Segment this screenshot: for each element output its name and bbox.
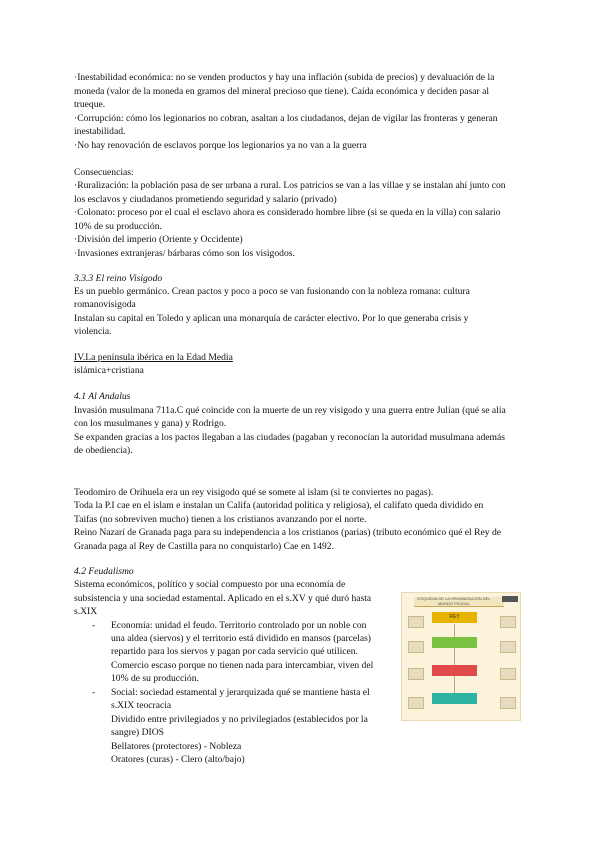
logo-icon bbox=[502, 596, 518, 602]
rey-box: REY bbox=[432, 612, 477, 623]
text-line: Teodomiro de Orihuela era un rey visigodo qué se somete al islam (si te conviertes no pagas). bbox=[74, 487, 434, 498]
text-line: romanovisigoda bbox=[74, 299, 136, 310]
figure-small-box bbox=[500, 697, 516, 709]
text-line: Granada paga al Rey de Castilla para no conquistarlo) Cae en 1492. bbox=[74, 541, 335, 552]
bullet-text: Dividido entre privilegiados y no privilegiados (establecidos por la bbox=[111, 714, 368, 725]
bullet-text: s.XIX teocracia bbox=[111, 700, 172, 711]
text-line: Taifas (no sobreviven mucho) tienen a los cristianos avanzando por el norte. bbox=[74, 514, 367, 525]
text-line: ·División del imperio (Oriente y Occidente) bbox=[74, 234, 243, 245]
figure-small-box bbox=[408, 668, 424, 680]
text-line: inestabilidad. bbox=[74, 126, 126, 137]
figure-header bbox=[414, 597, 504, 607]
bullet-text: Oratores (curas) - Clero (alto/bajo) bbox=[111, 754, 245, 765]
bullet-text: Social: sociedad estamental y jerarquizada qué se mantiene hasta el bbox=[111, 687, 370, 698]
text-line: violencia. bbox=[74, 326, 112, 337]
text-line: s.XIX bbox=[74, 606, 98, 617]
bullet-mark: - bbox=[92, 687, 96, 698]
heading-al-andalus: 4.1 Al Andalus bbox=[74, 391, 131, 402]
bullet-text: una aldea (siervos) y el territorio está dividido en mansos (parcelas) bbox=[111, 633, 372, 644]
text-line: trueque. bbox=[74, 99, 106, 110]
text-line: islámica+cristiana bbox=[74, 365, 144, 376]
bullet-text: Economía: unidad el feudo. Territorio controlado por un noble con bbox=[111, 620, 367, 631]
feudal-scheme-image bbox=[401, 592, 521, 721]
peasants-box bbox=[432, 693, 477, 704]
text-line: Instalan su capital en Toledo y aplican una monarquía de carácter electivo. Por lo que generaba crisis y bbox=[74, 313, 469, 324]
text-line: ·Colonato: proceso por el cual el esclavo ahora es considerado hombre libre (si se queda en la villa) con salario bbox=[74, 207, 501, 218]
text-line: Reino Nazarí de Granada paga para su independencia a los cristianos (parias) (tributo económico qué el Rey de bbox=[74, 527, 502, 538]
heading-feudalismo: 4.2 Feudalismo bbox=[74, 566, 134, 577]
section-label: Consecuencias: bbox=[74, 167, 134, 178]
text-line: moneda (valor de la moneda en gramos del mineral precioso que tiene). Caída económica y deciden pasar al bbox=[74, 86, 490, 97]
text-line: ·No hay renovación de esclavos porque los legionarios ya no van a la guerra bbox=[74, 140, 367, 151]
text-line: Toda la P.I cae en el islam e instalan un Califa (autoridad política y religiosa), el califato queda dividido en bbox=[74, 500, 484, 511]
bullet-text: sangre) DIOS bbox=[111, 727, 165, 738]
heading-visigodo: 3.3.3 El reino Visigodo bbox=[74, 273, 163, 284]
text-line: Es un pueblo germánico. Crean pactos y poco a poco se van fusionando con la nobleza romana: cultura bbox=[74, 286, 470, 297]
heading-edad-media: IV.La península ibérica en la Edad Media bbox=[74, 352, 233, 363]
text-line: 10% de su producción. bbox=[74, 221, 162, 232]
nobility-box bbox=[432, 637, 477, 648]
text-line: Invasión musulmana 711a.C qué coincide con la muerte de un rey visigodo y una guerra entre Julian (qué se alía bbox=[74, 405, 506, 416]
text-line: de obediencia). bbox=[74, 445, 133, 456]
figure-small-box bbox=[408, 616, 424, 628]
figure-small-box bbox=[500, 641, 516, 653]
bullet-text: repartido para los siervos y pagan por cada servicio qué utilicen. bbox=[111, 646, 358, 657]
figure-connector bbox=[454, 624, 455, 704]
figure-small-box bbox=[500, 616, 516, 628]
text-line: ·Ruralización: la población pasa de ser urbana a rural. Los patricios se van a las villae y se instalan ahí junto con bbox=[74, 180, 506, 191]
text-line: Se expanden gracias a los pactos llegaban a las ciudades (pagaban y reconocían la autoridad musulmana además bbox=[74, 432, 506, 443]
bullet-text: 10% de su producción. bbox=[111, 673, 199, 684]
text-line: los esclavos y ciudadanos prometiendo seguridad y salario (privado) bbox=[74, 194, 337, 205]
bullet-text: Comercio escaso porque no tienen nada para intercambiar, viven del bbox=[111, 660, 374, 671]
text-line: ·Corrupción: cómo los legionarios no cobran, asaltan a los ciudadanos, dejan de vigilar las fronteras y generan bbox=[74, 113, 498, 124]
figure-small-box bbox=[408, 641, 424, 653]
text-line: con los musulmanes y gana) y Rodrigo. bbox=[74, 418, 227, 429]
text-line: Sistema económicos, político y social compuesto por una economía de bbox=[74, 579, 346, 590]
bullet-mark: - bbox=[92, 620, 96, 631]
text-line: subsistencia y una sociedad estamental. Aplicado en el s.XV y qué duró hasta bbox=[74, 593, 372, 604]
figure-small-box bbox=[408, 697, 424, 709]
bullet-text: Bellatores (protectores) - Nobleza bbox=[111, 741, 242, 752]
figure-header-text: ESQUEMA DE LA ORGANIZACIÓN DEL MUNDO FEUDAL bbox=[417, 596, 491, 606]
clergy-box bbox=[432, 665, 477, 676]
text-line: ·Invasiones extranjeras/ bárbaras cómo son los visigodos. bbox=[74, 248, 295, 259]
figure-small-box bbox=[500, 668, 516, 680]
text-line: ·Inestabilidad económica: no se venden productos y hay una inflación (subida de precios) y devaluación de la bbox=[74, 72, 495, 83]
